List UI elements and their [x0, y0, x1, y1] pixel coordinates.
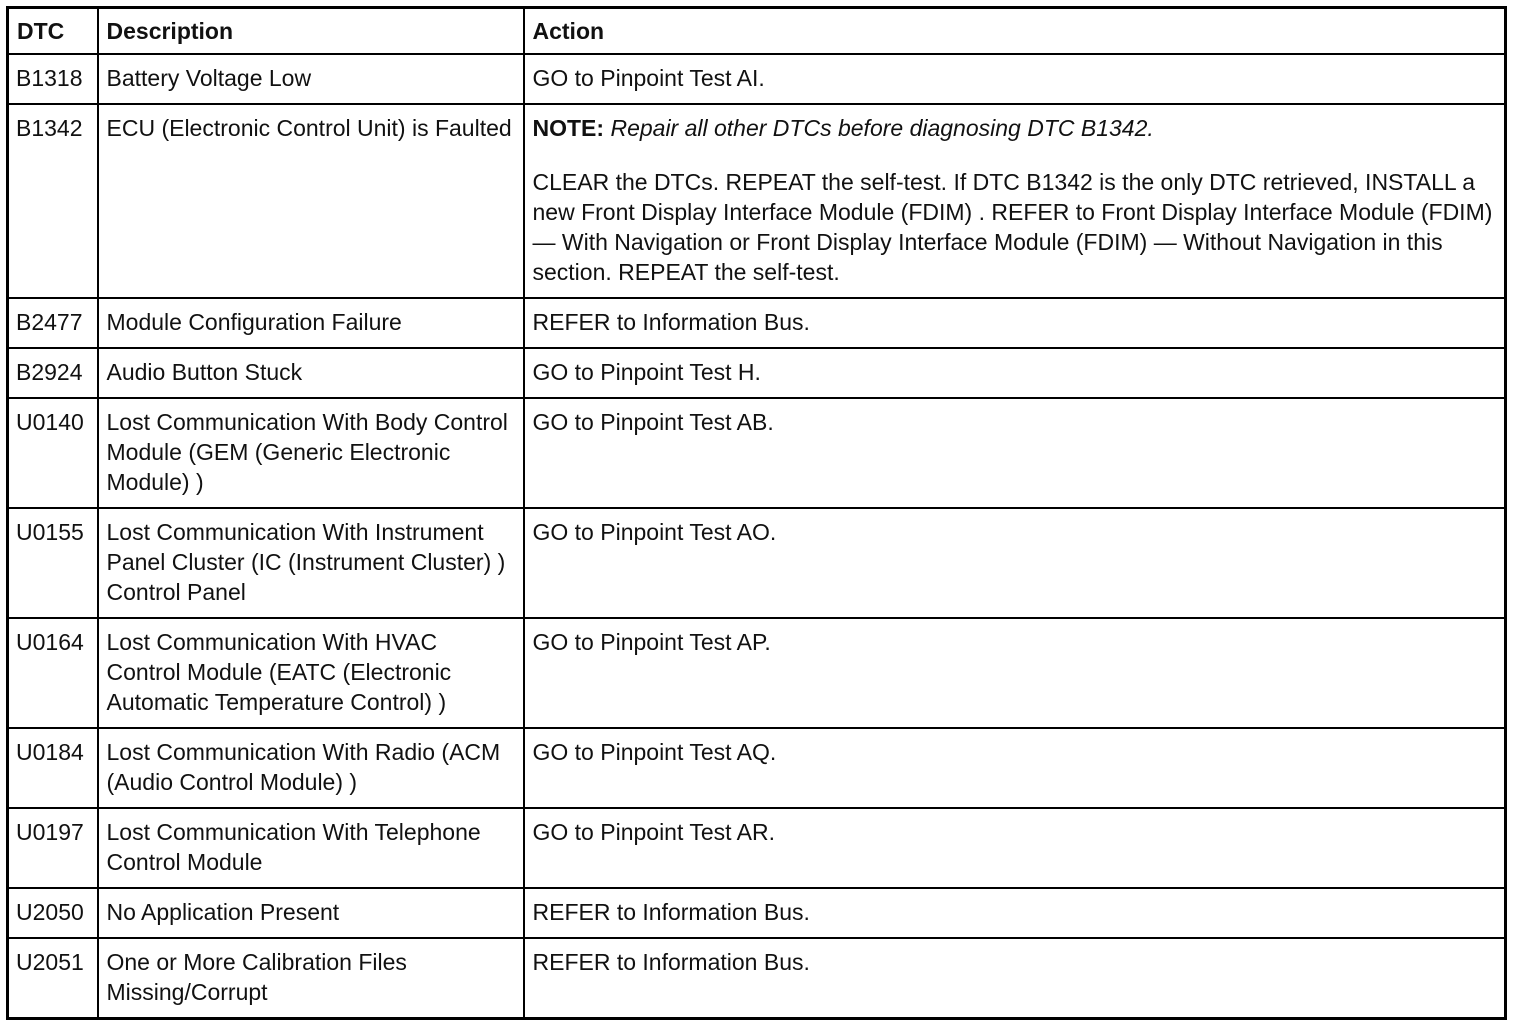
dtc-description: Lost Communication With Body Control Module (GEM (Generic Electronic Module) ): [98, 398, 524, 508]
table-row: [8, 398, 1506, 508]
dtc-description: Audio Button Stuck: [98, 348, 524, 398]
dtc-code: U0164: [8, 618, 98, 728]
table-row: [8, 104, 1506, 298]
dtc-code: U0184: [8, 728, 98, 808]
table-row: [8, 298, 1506, 348]
table-row: [8, 508, 1506, 618]
dtc-action-cell: [524, 104, 1506, 298]
table-row: [8, 808, 1506, 888]
dtc-action: GO to Pinpoint Test AI.: [524, 54, 1506, 104]
table-row: [8, 728, 1506, 808]
table-row: [8, 348, 1506, 398]
dtc-action: GO to Pinpoint Test AP.: [524, 618, 1506, 728]
dtc-action: REFER to Information Bus.: [524, 298, 1506, 348]
note-paragraph: [533, 113, 1497, 143]
dtc-description: One or More Calibration Files Missing/Corrupt: [98, 938, 524, 1019]
dtc-action: REFER to Information Bus.: [524, 938, 1506, 1019]
dtc-table: [6, 6, 1507, 1020]
dtc-description: No Application Present: [98, 888, 524, 938]
dtc-description: Battery Voltage Low: [98, 54, 524, 104]
dtc-description: Lost Communication With Telephone Control Module: [98, 808, 524, 888]
header-dtc: DTC: [8, 8, 98, 55]
dtc-description: ECU (Electronic Control Unit) is Faulted: [98, 104, 524, 298]
note-text: Repair all other DTCs before diagnosing DTC B1342.: [610, 115, 1154, 141]
dtc-description: Lost Communication With Instrument Panel Cluster (IC (Instrument Cluster) ) Control Panel: [98, 508, 524, 618]
dtc-action: GO to Pinpoint Test AQ.: [524, 728, 1506, 808]
dtc-code: B1342: [8, 104, 98, 298]
dtc-action: GO to Pinpoint Test AR.: [524, 808, 1506, 888]
dtc-action: REFER to Information Bus.: [524, 888, 1506, 938]
table-row: [8, 888, 1506, 938]
note-label: NOTE:: [532, 115, 605, 141]
dtc-action: GO to Pinpoint Test AB.: [524, 398, 1506, 508]
dtc-description: Module Configuration Failure: [98, 298, 524, 348]
table-row: [8, 938, 1506, 1019]
dtc-code: U0197: [8, 808, 98, 888]
dtc-code: B1318: [8, 54, 98, 104]
header-action: Action: [524, 8, 1506, 55]
dtc-code: U2050: [8, 888, 98, 938]
dtc-code: U0140: [8, 398, 98, 508]
header-description: Description: [98, 8, 524, 55]
dtc-code: B2924: [8, 348, 98, 398]
dtc-description: Lost Communication With HVAC Control Module (EATC (Electronic Automatic Temperature Control) ): [98, 618, 524, 728]
table-row: [8, 618, 1506, 728]
table-row: [8, 54, 1506, 104]
dtc-description: Lost Communication With Radio (ACM (Audio Control Module) ): [98, 728, 524, 808]
dtc-code: U0155: [8, 508, 98, 618]
dtc-code: U2051: [8, 938, 98, 1019]
dtc-action: GO to Pinpoint Test H.: [524, 348, 1506, 398]
dtc-code: B2477: [8, 298, 98, 348]
header-row: [8, 8, 1506, 55]
dtc-action: GO to Pinpoint Test AO.: [524, 508, 1506, 618]
dtc-action: CLEAR the DTCs. REPEAT the self-test. If DTC B1342 is the only DTC retrieved, INSTALL a new Front Display Interface Module (FDIM) . REFER to Front Display Interface Module (FDIM) — With Navigation or Front Display Interface Module (FDIM) — Without Navigation in this section. REPEAT the self-test.: [532, 169, 1493, 285]
